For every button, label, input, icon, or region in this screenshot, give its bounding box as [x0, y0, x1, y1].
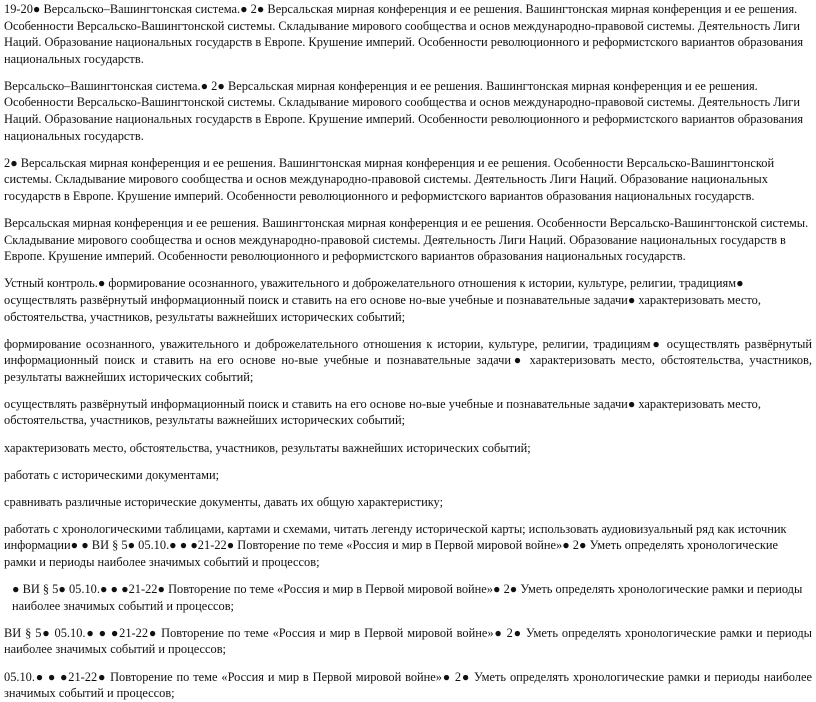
paragraph: Версальская мирная конференция и ее решения. Вашингтонская мирная конференция и ее решения. Особенности Версальско-Вашингтонской системы. Складывание мирового сообщества и основ международно-правовой системы. Деятельность Лиги Наций. Образование национальных государств в Европе. Крушение империй. Особенности революционного и реформистского вариантов образования национальных государств. — [4, 216, 809, 264]
paragraph: Устный контроль.● формирование осознанного, уважительного и доброжелательного отношения к истории, культуре, религии, традициям● осуществлять развёрнутый информационный поиск и ставить на его основе но-вые учебные и познавательные задачи● характеризовать место, обстоятельства, участников, результаты важнейших исторических событий; — [4, 276, 761, 324]
paragraph: работать с хронологическими таблицами, картами и схемами, читать легенду исторической карты; использовать аудиовизуальный ряд как источник информации● ● ВИ § 5● 05.10.● ● ●21-22● Повторение по теме «Россия и мир в Первой мировой войне»● 2● Уметь определять хронологические рамки и периоды наиболее значимых событий и процессов; — [4, 521, 787, 570]
paragraph: 2● Версальская мирная конференция и ее решения. Вашингтонская мирная конференция и ее решения. Особенности Версальско-Вашингтонской системы. Складывание мирового сообщества и основ международно-правовой системы. Деятельность Лиги Наций. Образование национальных государств в Европе. Крушение империй. Особенности революционного и реформистского вариантов образования национальных государств. — [4, 155, 775, 203]
paragraph: характеризовать место, обстоятельства, участников, результаты важнейших исторических событий; — [4, 440, 531, 455]
paragraph: работать с историческими документами; — [4, 467, 220, 482]
paragraph: ВИ § 5● 05.10.● ● ●21-22● Повторение по теме «Россия и мир в Первой мировой войне»● 2● Уметь определять хронологические рамки и периоды наиболее значимых событий и процессов; — [4, 625, 812, 657]
paragraph: 05.10.● ● ●21-22● Повторение по теме «Россия и мир в Первой мировой войне»● 2● Уметь определять хронологические рамки и периоды наиболее значимых событий и процессов; — [4, 669, 812, 701]
paragraph: осуществлять развёрнутый информационный поиск и ставить на его основе но-вые учебные и познавательные задачи● характеризовать место, обстоятельства, участников, результаты важнейших исторических событий; — [4, 396, 761, 428]
paragraph: формирование осознанного, уважительного и доброжелательного отношения к истории, культуре, религии, традициям● осуществлять развёрнутый информационный поиск и ставить на его основе но-вые учебные и познавательные задачи● характеризовать место, обстоятельства, участников, результаты важнейших исторических событий; — [4, 336, 812, 384]
paragraph: сравнивать различные исторические документы, давать их общую характеристику; — [4, 494, 444, 509]
paragraph: Версальско–Вашингтонская система.● 2● Версальская мирная конференция и ее решения. Вашингтонская мирная конференция и ее решения. Особенности Версальско-Вашингтонской системы. Складывание мирового сообщества и основ международно-правовой системы. Деятельность Лиги Наций. Образование национальных государств в Европе. Крушение империй. Особенности революционного и реформистского вариантов образования национальных государств. — [4, 78, 804, 143]
paragraph: ● ВИ § 5● 05.10.● ● ●21-22● Повторение по теме «Россия и мир в Первой мировой войне»● 2● Уметь определять хронологические рамки и периоды наиболее значимых событий и процессов; — [12, 582, 803, 613]
paragraph: 19-20● Версальско–Вашингтонская система.● 2● Версальская мирная конференция и ее решения. Вашингтонская мирная конференция и ее решения. Особенности Версальско-Вашингтонской системы. Складывание мирового сообщества и основ международно-правовой системы. Деятельность Лиги Наций. Образование национальных государств в Европе. Крушение империй. Особенности революционного и реформистского вариантов образования национальных государств. — [4, 2, 804, 66]
